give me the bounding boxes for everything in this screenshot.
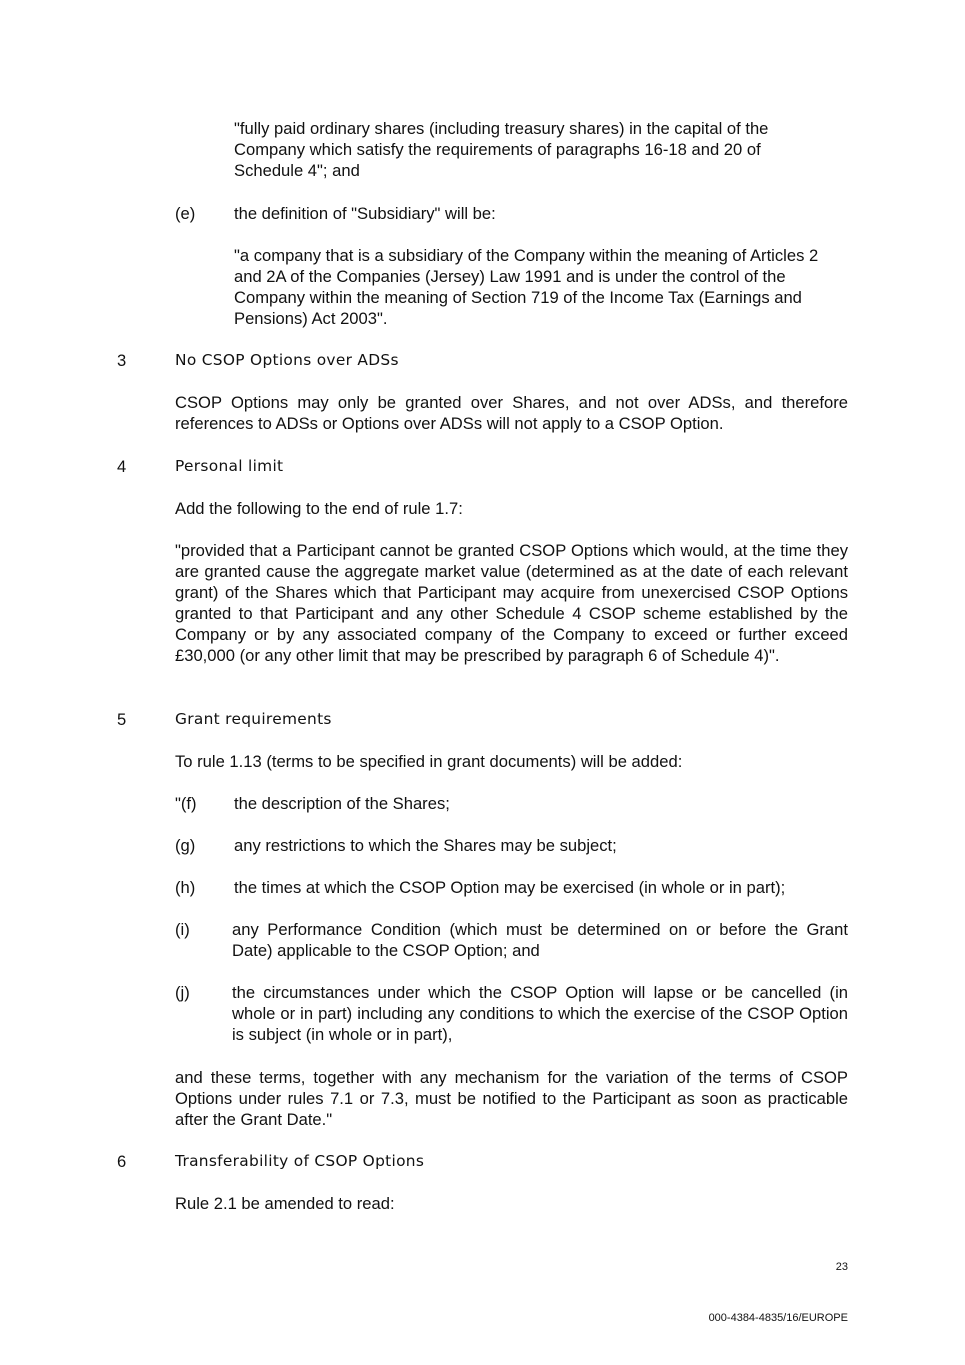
- item-marker-e: (e): [175, 204, 196, 223]
- section-number-4: 4: [117, 457, 127, 476]
- definition-quote-shares: "fully paid ordinary shares (including treasury shares) in the capital of the Company which satisfy the requirements of paragraphs 16-18 and 20 of Schedule 4"; and: [234, 119, 769, 180]
- list-item-f: the description of the Shares;: [234, 794, 450, 813]
- section-number-5: 5: [117, 710, 127, 729]
- section-number-6: 6: [117, 1152, 127, 1171]
- personal-limit-quote: "provided that a Participant cannot be granted CSOP Options which would, at the time they are granted cause the aggregate market value (determined as at the date of each relevant grant) of the Shares which that Participant may acquire from unexercised CSOP Options granted to that Participant and any other Schedule 4 CSOP scheme established by the Company or by any associated company of the Company to exceed or further exceed £30,000 (or any other limit that may be prescribed by paragraph 6 of Schedule 4)".: [175, 541, 848, 665]
- section-body-3: CSOP Options may only be granted over Shares, and not over ADSs, and therefore references to ADSs or Options over ADSs will not apply to a CSOP Option.: [175, 393, 848, 433]
- list-item-h: the times at which the CSOP Option may be exercised (in whole or in part);: [234, 878, 786, 897]
- document-reference: 000-4384-4835/16/EUROPE: [708, 1312, 848, 1324]
- list-item-j: the circumstances under which the CSOP Option will lapse or be cancelled (in whole or in part) including any conditions to which the exercise of the CSOP Option is subject (in whole or in part),: [232, 983, 848, 1044]
- list-item-g: any restrictions to which the Shares may be subject;: [234, 836, 617, 855]
- list-marker-i: (i): [175, 920, 190, 939]
- definition-quote-subsidiary: "a company that is a subsidiary of the Company within the meaning of Articles 2 and 2A of the Companies (Jersey) Law 1991 and is under the control of the Company within the meaning of Section 719 of the Income Tax (Earnings and Pensions) Act 2003".: [234, 246, 819, 328]
- page-number: 23: [835, 1261, 848, 1273]
- item-text-e: the definition of "Subsidiary" will be:: [234, 204, 496, 223]
- list-marker-f: "(f): [175, 794, 197, 813]
- list-item-i: any Performance Condition (which must be determined on or before the Grant Date) applicable to the CSOP Option; and: [232, 920, 848, 960]
- list-marker-j: (j): [175, 983, 190, 1002]
- section-number-3: 3: [117, 351, 127, 370]
- section-intro-4: Add the following to the end of rule 1.7:: [175, 499, 463, 518]
- section-heading-6: Transferability of CSOP Options: [175, 1152, 425, 1170]
- section-heading-3: No CSOP Options over ADSs: [175, 351, 399, 369]
- section-heading-5: Grant requirements: [175, 710, 332, 728]
- section-heading-4: Personal limit: [175, 457, 284, 475]
- section-closing-5: and these terms, together with any mechanism for the variation of the terms of CSOP Options under rules 7.1 or 7.3, must be notified to the Participant as soon as practicable after the Grant Date.": [175, 1068, 848, 1129]
- list-marker-h: (h): [175, 878, 196, 897]
- section-intro-5: To rule 1.13 (terms to be specified in grant documents) will be added:: [175, 752, 683, 771]
- section-intro-6: Rule 2.1 be amended to read:: [175, 1194, 395, 1213]
- list-marker-g: (g): [175, 836, 196, 855]
